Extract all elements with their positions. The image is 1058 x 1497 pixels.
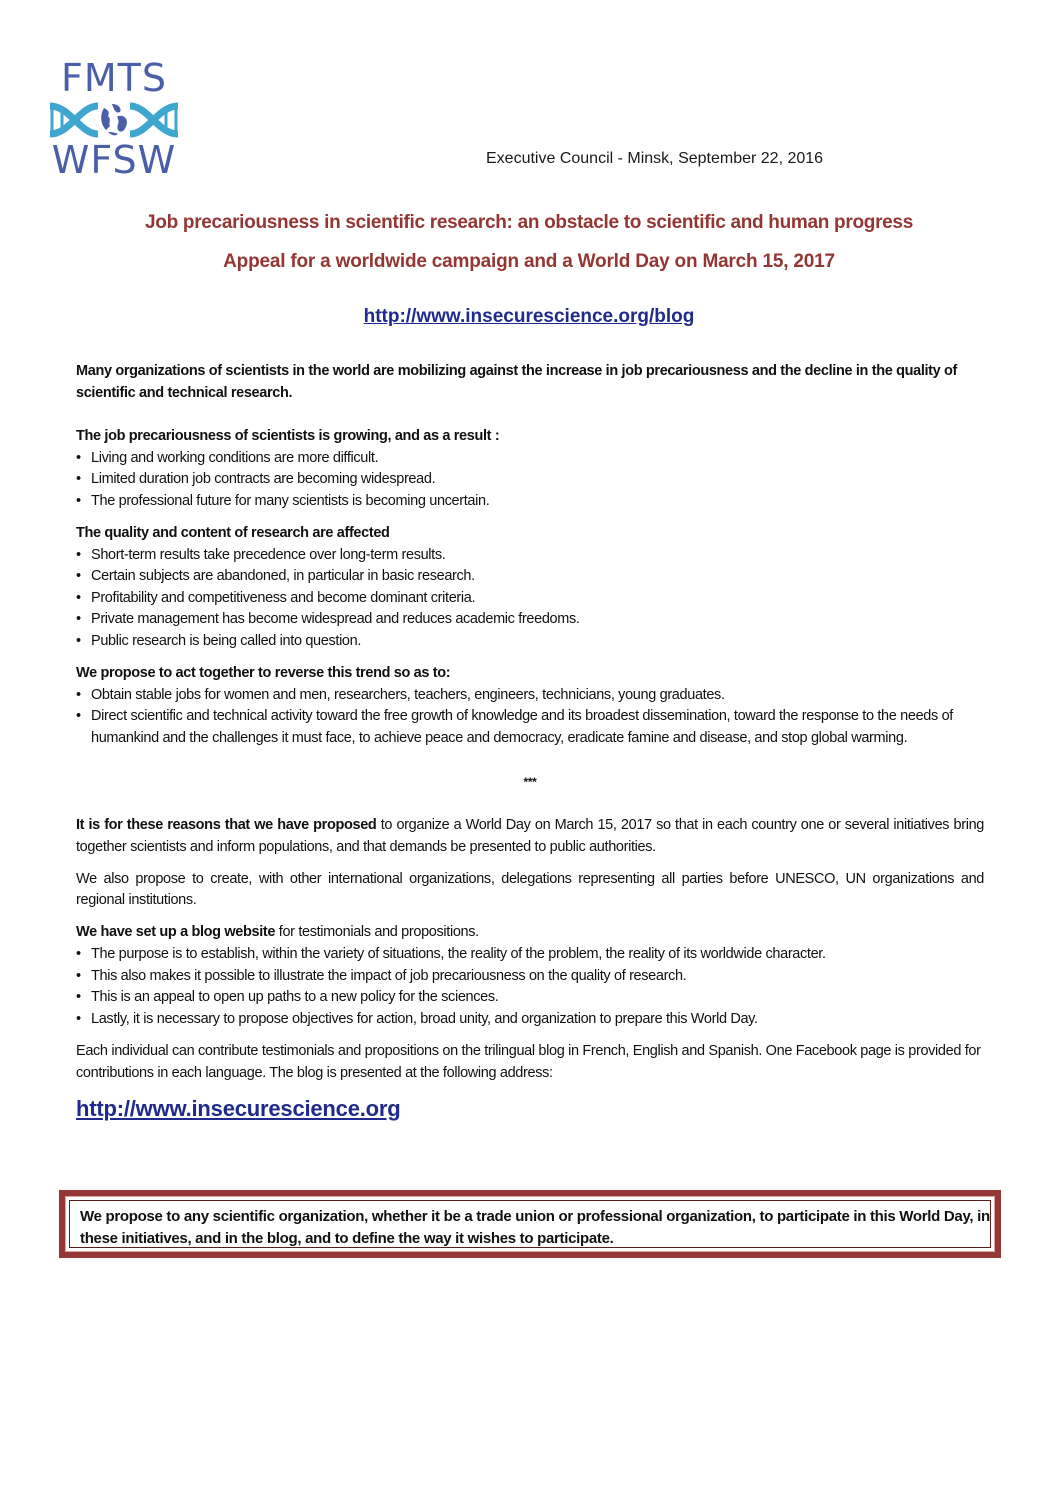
site-url-container [76, 1095, 984, 1123]
list-item [76, 631, 984, 653]
contribute-paragraph: Each individual can contribute testimonials and propositions on the trilingual blog in French, English and Spanish. One Facebook page is provided for contributions in each language. The blog is presented at the following address: [76, 1042, 981, 1081]
bullet-icon: • [76, 568, 81, 585]
bullet-list [76, 685, 984, 750]
list-item-text: Short-term results take precedence over long-term results. [91, 546, 446, 563]
list-item-text: Private management has become widespread and reduces academic freedoms. [91, 611, 580, 628]
bullet-icon: • [76, 589, 81, 606]
list-item-text: Limited duration job contracts are becoming widespread. [91, 471, 436, 488]
callout-box [59, 1190, 1001, 1258]
bullet-icon: • [76, 471, 81, 488]
list-item-text: Lastly, it is necessary to propose objectives for action, broad unity, and organization to prepare this World Day. [91, 1010, 758, 1027]
dna-globe-icon [46, 100, 182, 140]
bullet-icon: • [76, 449, 81, 466]
list-item-text: Public research is being called into question. [91, 633, 362, 650]
list-item [76, 469, 984, 491]
site-link[interactable]: http://www.insecurescience.org [76, 1095, 401, 1121]
delegations-paragraph: We also propose to create, with other international organizations, delegations representing all parties before UNESCO, UN organizations and regional institutions. [76, 870, 984, 909]
list-item [76, 966, 984, 988]
bullet-icon: • [76, 611, 81, 628]
list-item-text: This also makes it possible to illustrate the impact of job precariousness on the quality of research. [91, 967, 687, 984]
intro-paragraph: Many organizations of scientists in the world are mobilizing against the increase in job precariousness and the decline in the quality of scientific and technical research. [76, 363, 958, 401]
list-item-text: The purpose is to establish, within the variety of situations, the reality of the problem, the reality of its worldwide character. [91, 946, 826, 963]
list-item [76, 685, 984, 707]
blog-heading-text: for testimonials and propositions. [275, 924, 479, 941]
document-subtitle: Appeal for a worldwide campaign and a World Day on March 15, 2017 [223, 251, 835, 272]
bullet-list [76, 545, 984, 653]
list-item [76, 987, 984, 1009]
bullet-icon: • [76, 546, 81, 563]
meeting-info: Executive Council - Minsk, September 22, 2016 [486, 150, 824, 167]
section-heading: The job precariousness of scientists is growing, and as a result : [76, 428, 500, 445]
list-item [76, 706, 984, 749]
list-item-text: Certain subjects are abandoned, in particular in basic research. [91, 568, 475, 585]
proposal-paragraph [76, 815, 984, 858]
list-item-text: Profitability and competitiveness and become dominant criteria. [91, 589, 476, 606]
proposal-text: to organize a World Day on March 15, 2017 so that in each country one or several initiatives bring together scientists and inform populations, and that demands be presented to public authorities. [76, 817, 984, 855]
section-separator: *** [523, 774, 537, 789]
list-item-text: This is an appeal to open up paths to a new policy for the sciences. [91, 989, 499, 1006]
bullet-icon: • [76, 1010, 81, 1027]
bullet-list [76, 944, 984, 1030]
logo-text-fmts: FMTS [61, 56, 167, 100]
section-heading: The quality and content of research are affected [76, 525, 390, 542]
logo-text-wfsw: WFSW [51, 138, 177, 182]
list-item-text: The professional future for many scientists is becoming uncertain. [91, 492, 490, 509]
blog-url-container [0, 306, 1058, 328]
list-item [76, 566, 984, 588]
bullet-icon: • [76, 708, 81, 725]
list-item [76, 545, 984, 567]
list-item [76, 448, 984, 470]
bullet-icon: • [76, 946, 81, 963]
list-item [76, 1009, 984, 1031]
bullet-list [76, 448, 984, 513]
fmts-wfsw-logo [44, 58, 184, 183]
list-item-text: Living and working conditions are more difficult. [91, 449, 379, 466]
bullet-icon: • [76, 686, 81, 703]
list-item-text: Obtain stable jobs for women and men, researchers, teachers, engineers, technicians, young graduates. [91, 686, 725, 703]
document-title: Job precariousness in scientific research: an obstacle to scientific and human progress [145, 212, 913, 233]
list-item [76, 944, 984, 966]
bullet-icon: • [76, 989, 81, 1006]
blog-link[interactable]: http://www.insecurescience.org/blog [363, 306, 695, 327]
list-item [76, 609, 984, 631]
bullet-icon: • [76, 492, 81, 509]
list-item [76, 588, 984, 610]
blog-heading [76, 922, 984, 944]
document-body [76, 361, 984, 1123]
list-item [76, 491, 984, 513]
section-heading: We propose to act together to reverse this trend so as to: [76, 665, 451, 682]
list-item-text: Direct scientific and technical activity toward the free growth of knowledge and its broadest dissemination, toward the response to the needs of humankind and the challenges it must face, to achieve peace and democracy, eradicate famine and disease, and stop global warming. [91, 708, 953, 746]
blog-heading-bold: We have set up a blog website [76, 924, 276, 941]
bullet-icon: • [76, 633, 81, 650]
callout-text: We propose to any scientific organization, whether it be a trade union or professional organization, to participate in this World Day, in these initiatives, and in the blog, and to define the way it wishes to participate. [69, 1200, 991, 1248]
bullet-icon: • [76, 967, 81, 984]
proposal-bold: It is for these reasons that we have proposed [76, 817, 377, 834]
